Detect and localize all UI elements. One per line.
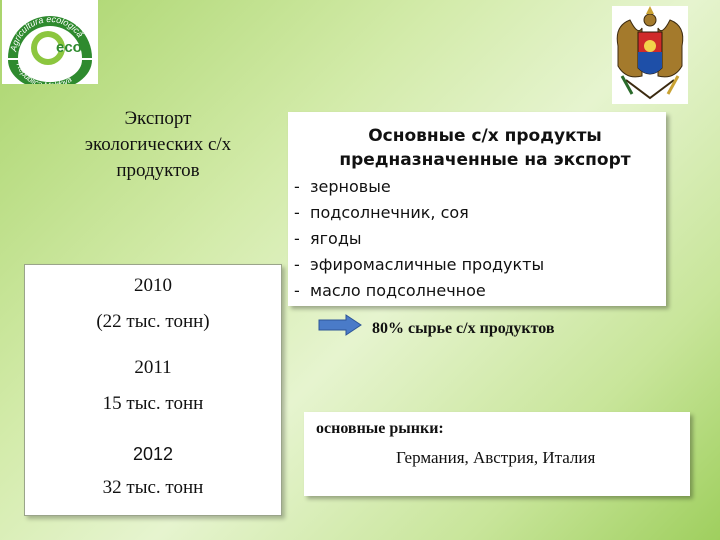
year-label: 2010: [134, 275, 172, 296]
list-item: - зерновые: [294, 177, 391, 196]
page-title: [40, 106, 276, 184]
title-line: продуктов: [116, 160, 200, 181]
year-label: 2011: [134, 357, 172, 378]
products-heading: предназначенные на экспорт: [339, 150, 631, 170]
year-amount: (22 тыс. тонн): [96, 311, 210, 332]
products-list: [288, 174, 660, 304]
logo-arc-top-text: Agricultura ecologică: [8, 13, 86, 53]
title-line: экологических с/х: [84, 134, 232, 155]
logo-mark-text: eco: [56, 39, 82, 56]
list-item: - эфиромасличные продукты: [294, 255, 545, 274]
moldova-coat-of-arms-icon: [612, 6, 688, 104]
main-products-box: [288, 112, 666, 306]
year-label: 2012: [132, 444, 174, 464]
eco-logo: [2, 0, 98, 84]
list-item: - подсолнечник, соя: [294, 203, 469, 222]
main-markets-box: [304, 412, 690, 496]
markets-countries: Германия, Австрия, Италия: [396, 448, 596, 467]
markets-label: основные рынки:: [316, 420, 444, 437]
coat-of-arms: [612, 6, 688, 104]
logo-arc-bottom-text: Republic ova: [14, 61, 74, 84]
list-item: - масло подсолнечное: [294, 281, 486, 300]
year-amount: 32 тыс. тонн: [102, 477, 204, 498]
export-volume-box: [24, 264, 282, 516]
list-item: - ягоды: [294, 229, 362, 248]
raw-material-share-text: 80% сырье с/х продуктов: [372, 320, 555, 337]
title-line: Экспорт: [124, 108, 192, 129]
right-arrow-icon: [318, 314, 362, 336]
year-amount: 15 тыс. тонн: [102, 393, 204, 414]
products-heading: Основные с/х продукты: [368, 126, 602, 146]
